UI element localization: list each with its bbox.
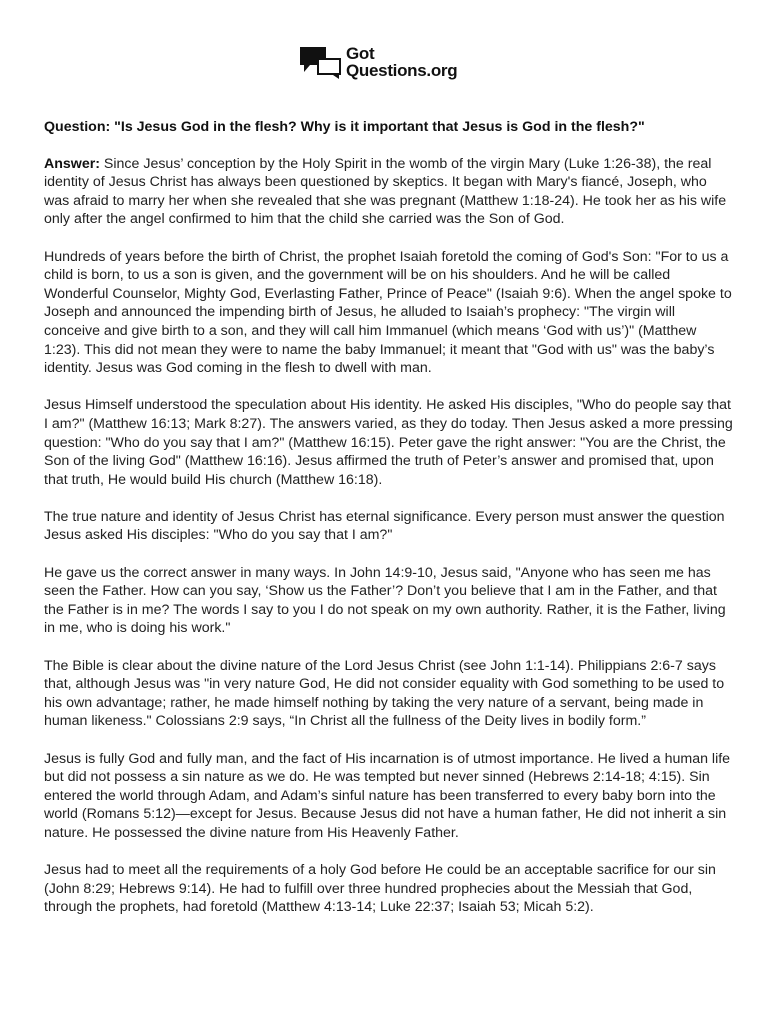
answer-intro-text: Since Jesus’ conception by the Holy Spirit in the womb of the virgin Mary (Luke 1:26-38), the real identity of Jesus Christ has always been questioned by skeptics. It began with Mary's fiancé, Joseph, who was afraid to marry her when she revealed that she was pregnant (Matthew 1:18-24). He took her as his wife only after the angel confirmed to him that the child she carried was the Son of God.: [44, 155, 727, 228]
question-heading: Question: "Is Jesus God in the flesh? Why is it important that Jesus is God in the flesh?": [44, 119, 645, 135]
logo-wordmark: [346, 45, 457, 79]
paragraph-4: The true nature and identity of Jesus Christ has eternal significance. Every person must answer the question Jesus asked His disciples: "Who do you say that I am?": [44, 508, 725, 544]
paragraph-2: Hundreds of years before the birth of Christ, the prophet Isaiah foretold the coming of God's Son: "For to us a child is born, to us a son is given, and the government will be on his shoulders. And he will be called Wonderful Counselor, Mighty God, Everlasting Father, Prince of Peace" (Isaiah 9:6). When the angel spoke to Joseph and announced the impending birth of Jesus, he alluded to Isaiah’s prophecy: "The virgin will conceive and give birth to a son, and they will call him Immanuel (which means ‘God with us’)" (Matthew 1:23). This did not mean they were to name the baby Immanuel; it meant that "God with us" was the baby’s identity. Jesus was God coming in the flesh to dwell with man.: [44, 248, 732, 377]
speech-bubbles-logo-icon: [300, 45, 342, 79]
logo-line-1: Got: [346, 44, 375, 63]
gotquestions-logo: [300, 42, 457, 82]
article-body: [44, 118, 734, 936]
answer-paragraph: [44, 155, 734, 229]
logo-line-2: Questions.org: [346, 61, 458, 80]
paragraph-7: Jesus is fully God and fully man, and the fact of His incarnation is of utmost importance. He lived a human life but did not possess a sin nature as we do. He was tempted but never sinned (Hebrews 2:14-18; 4:15). Sin entered the world through Adam, and Adam’s sinful nature has been transferred to every baby born into the world (Romans 5:12)—except for Jesus. Because Jesus did not have a human father, He did not inherit a sin nature. He possessed the divine nature from His Heavenly Father.: [44, 750, 731, 841]
paragraph-6: The Bible is clear about the divine nature of the Lord Jesus Christ (see John 1:1-14). Philippians 2:6-7 says that, although Jesus was "in very nature God, He did not consider equality with God something to be used to his own advantage; rather, he made himself nothing by taking the very nature of a servant, being made in human likeness." Colossians 2:9 says, “In Christ all the fullness of the Deity lives in bodily form.”: [44, 657, 725, 730]
paragraph-3: Jesus Himself understood the speculation about His identity. He asked His disciples, "Who do people say that I am?" (Matthew 16:13; Mark 8:27). The answers varied, as they do today. Then Jesus asked a more pressing question: "Who do you say that I am?" (Matthew 16:15). Peter gave the right answer: "You are the Christ, the Son of the living God" (Matthew 16:16). Jesus affirmed the truth of Peter’s answer and promised that, upon that truth, He would build His church (Matthew 16:18).: [44, 397, 733, 488]
paragraph-5: He gave us the correct answer in many ways. In John 14:9-10, Jesus said, "Anyone who has seen me has seen the Father. How can you say, ‘Show us the Father’? Don’t you believe that I am in the Father, and that the Father is in me? The words I say to you I do not speak on my own authority. Rather, it is the Father, living in me, who is doing his work.": [44, 564, 726, 637]
paragraph-8: Jesus had to meet all the requirements of a holy God before He could be an acceptable sacrifice for our sin (John 8:29; Hebrews 9:14). He had to fulfill over three hundred prophecies about the Messiah that God, through the prophets, had foretold (Matthew 4:13-14; Luke 22:37; Isaiah 53; Micah 5:2).: [44, 862, 716, 916]
answer-label: Answer:: [44, 155, 100, 172]
